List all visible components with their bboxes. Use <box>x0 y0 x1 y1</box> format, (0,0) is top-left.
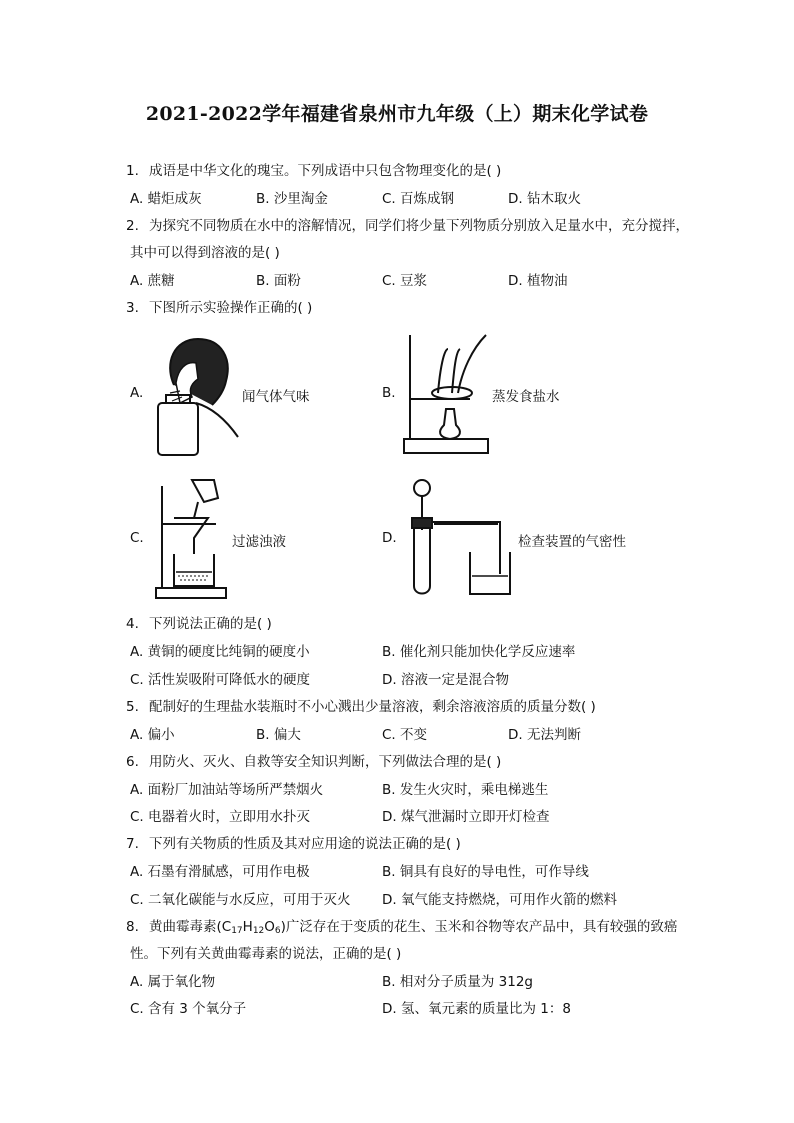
option-a: A. 偏小 <box>130 727 175 743</box>
question-stem: 配制好的生理盐水装瓶时不小心溅出少量溶液，剩余溶液溶质的质量分数( ) <box>149 699 596 715</box>
question-stem-continued: 性。下列有关黄曲霉毒素的说法，正确的是( ) <box>130 946 402 962</box>
question-stem: 用防火、灭火、自救等安全知识判断，下列做法合理的是( ) <box>149 754 502 770</box>
option-b: B. 发生火灾时，乘电梯逃生 <box>382 782 549 798</box>
option-b: B. 铜具有良好的导电性，可作导线 <box>382 864 589 880</box>
option-d: D. 钻木取火 <box>508 191 581 207</box>
question-number: 3. <box>126 300 139 316</box>
question-number: 5. <box>126 699 139 715</box>
option-a-letter: A. <box>130 385 144 401</box>
option-a-label: 闻气体气味 <box>242 389 310 405</box>
option-a: A. 黄铜的硬度比纯铜的硬度小 <box>130 644 310 660</box>
option-c: C. 电器着火时，立即用水扑灭 <box>130 809 311 825</box>
question-number: 8. <box>126 919 139 935</box>
option-d: D. 氢、氧元素的质量比为 1：8 <box>382 1001 571 1017</box>
option-d: D. 溶液一定是混合物 <box>382 672 509 688</box>
smell-gas-illustration <box>152 333 244 457</box>
question-stem: 为探究不同物质在水中的溶解情况，同学们将少量下列物质分别放入足量水中，充分搅拌， <box>149 218 689 234</box>
formula-subscript: 12 <box>252 926 265 936</box>
option-a: A. 属于氧化物 <box>130 974 216 990</box>
option-b: B. 相对分子质量为 312g <box>382 974 533 990</box>
question-8 <box>126 917 677 941</box>
formula-part: H <box>242 919 253 935</box>
option-c: C. 二氧化碳能与水反应，可用于灭火 <box>130 892 351 908</box>
option-b: B. 沙里淘金 <box>256 191 328 207</box>
formula-subscript: 17 <box>231 926 243 936</box>
option-d-label: 检查装置的气密性 <box>518 534 626 550</box>
question-2 <box>126 216 689 236</box>
option-d: D. 无法判断 <box>508 727 581 743</box>
option-d: D. 煤气泄漏时立即开灯检查 <box>382 809 550 825</box>
question-stem: 下图所示实验操作正确的( ) <box>149 300 313 316</box>
option-c: C. 豆浆 <box>382 273 428 289</box>
option-a: A. 面粉厂加油站等场所严禁烟火 <box>130 782 324 798</box>
question-1 <box>126 161 501 181</box>
question-stem: 成语是中华文化的瑰宝。下列成语中只包含物理变化的是( ) <box>149 163 502 179</box>
option-a: A. 石墨有滑腻感，可用作电极 <box>130 864 310 880</box>
option-d-letter: D. <box>382 530 397 546</box>
question-7 <box>126 834 461 854</box>
question-6 <box>126 752 501 772</box>
option-c: C. 活性炭吸附可降低水的硬度 <box>130 672 311 688</box>
option-d: D. 植物油 <box>508 273 568 289</box>
option-a: A. 蔗糖 <box>130 273 175 289</box>
formula-part: )广泛存在于变质的花生、玉米和谷物等农产品中，具有较强的致癌 <box>280 919 678 935</box>
question-5 <box>126 697 596 717</box>
option-c: C. 含有 3 个氧分子 <box>130 1001 247 1017</box>
option-c: C. 百炼成钢 <box>382 191 455 207</box>
formula-part: 黄曲霉毒素(C <box>149 919 232 935</box>
filtration-illustration <box>152 476 232 602</box>
question-stem <box>149 919 677 935</box>
question-3 <box>126 298 312 318</box>
option-b: B. 偏大 <box>256 727 301 743</box>
page-title: 2021-2022学年福建省泉州市九年级（上）期末化学试卷 <box>145 103 649 125</box>
question-stem-continued: 其中可以得到溶液的是( ) <box>130 245 280 261</box>
question-stem: 下列说法正确的是( ) <box>149 616 272 632</box>
question-number: 4. <box>126 616 139 632</box>
option-a: A. 蜡炬成灰 <box>130 191 202 207</box>
question-4 <box>126 614 272 634</box>
airtightness-check-illustration <box>404 474 516 606</box>
option-b: B. 面粉 <box>256 273 301 289</box>
option-c-letter: C. <box>130 530 144 546</box>
option-d: D. 氧气能支持燃烧，可用作火箭的燃料 <box>382 892 617 908</box>
option-c: C. 不变 <box>382 727 428 743</box>
option-c-label: 过滤浊液 <box>232 534 286 550</box>
evaporation-illustration <box>398 329 494 459</box>
option-b-letter: B. <box>382 385 396 401</box>
question-stem: 下列有关物质的性质及其对应用途的说法正确的是( ) <box>149 836 461 852</box>
formula-part: O <box>264 919 275 935</box>
question-number: 1. <box>126 163 139 179</box>
question-number: 2. <box>126 218 139 234</box>
option-b-label: 蒸发食盐水 <box>492 389 560 405</box>
formula-subscript: 6 <box>274 926 281 936</box>
question-number: 6. <box>126 754 139 770</box>
question-number: 7. <box>126 836 139 852</box>
option-b: B. 催化剂只能加快化学反应速率 <box>382 644 576 660</box>
